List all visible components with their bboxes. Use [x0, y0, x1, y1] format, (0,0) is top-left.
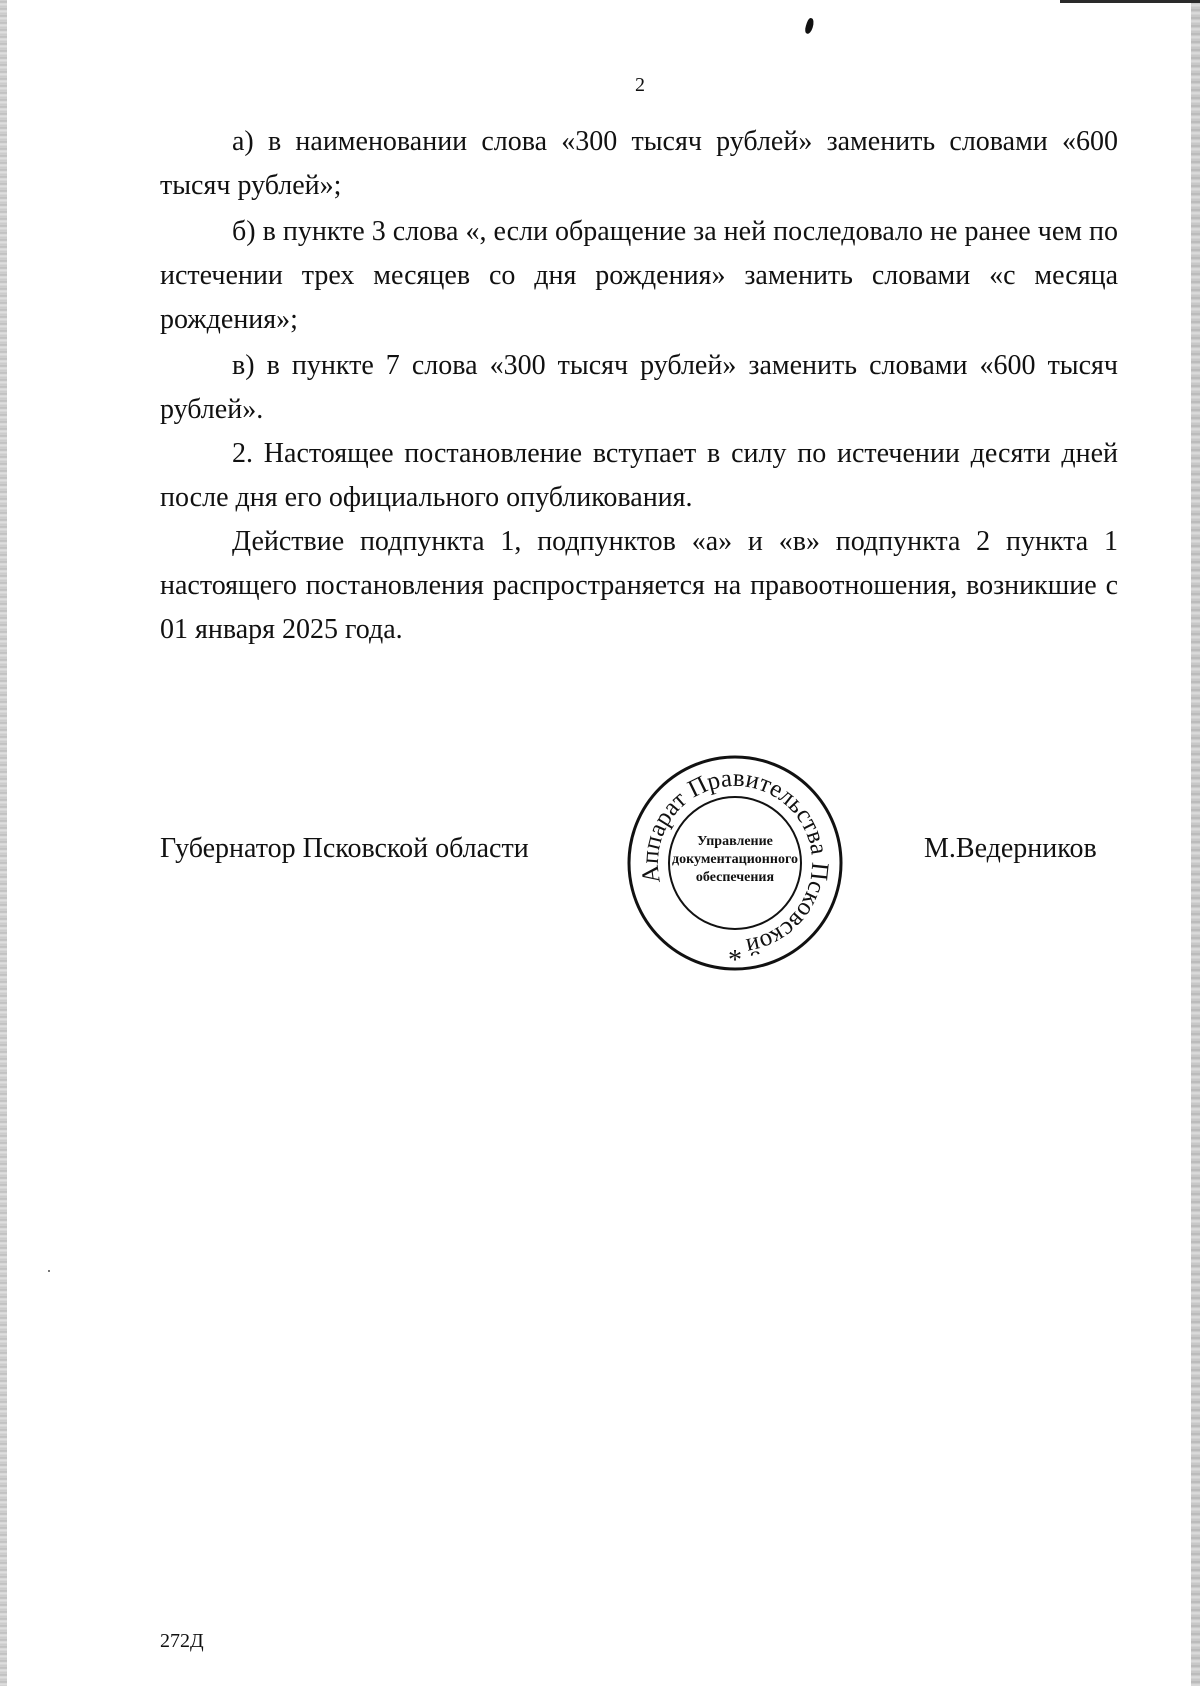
seal-center-line: Управление	[697, 834, 773, 849]
paragraph-a	[160, 120, 1118, 208]
paragraph-text: в) в пункте 7 слова «300 тысяч рублей» заменить словами «600 тысяч рублей».	[160, 350, 1118, 425]
seal-center-text	[620, 833, 850, 887]
page-number: 2	[635, 74, 645, 96]
seal-center-line: документационного	[672, 852, 798, 867]
scan-artifact-dot	[48, 1270, 50, 1272]
paragraph-text: б) в пункте 3 слова «, если обращение за ней последовало не ранее чем по истечении трех месяцев со дня рождения» заменить словами «с месяца рождения»;	[160, 216, 1118, 335]
scan-edge-top	[1060, 0, 1200, 3]
paragraph-clause-2	[160, 432, 1118, 520]
scan-edge-right	[1191, 0, 1200, 1686]
signatory-name: М.Ведерников	[924, 833, 1097, 864]
scan-edge-left	[0, 0, 7, 1686]
signatory-title: Губернатор Псковской области	[160, 833, 529, 864]
scan-artifact-mark	[804, 17, 816, 34]
document-code: 272Д	[160, 1630, 204, 1652]
seal-star: *	[728, 945, 742, 976]
paragraph-effect	[160, 520, 1118, 652]
paragraph-text: 2. Настоящее постановление вступает в силу по истечении десяти дней после дня его официального опубликования.	[160, 438, 1118, 513]
seal-center-line: обеспечения	[695, 870, 775, 885]
paragraph-b	[160, 210, 1118, 342]
paragraph-text: Действие подпункта 1, подпунктов «а» и «в» подпункта 2 пункта 1 настоящего постановления распространяется на правоотношения, возникшие с 01 января 2025 года.	[160, 526, 1118, 645]
paragraph-text: а) в наименовании слова «300 тысяч рублей» заменить словами «600 тысяч рублей»;	[160, 126, 1118, 201]
seal-ring-text: Аппарат Правительства Псковской	[636, 764, 834, 961]
official-seal	[620, 748, 850, 978]
paragraph-v	[160, 344, 1118, 432]
